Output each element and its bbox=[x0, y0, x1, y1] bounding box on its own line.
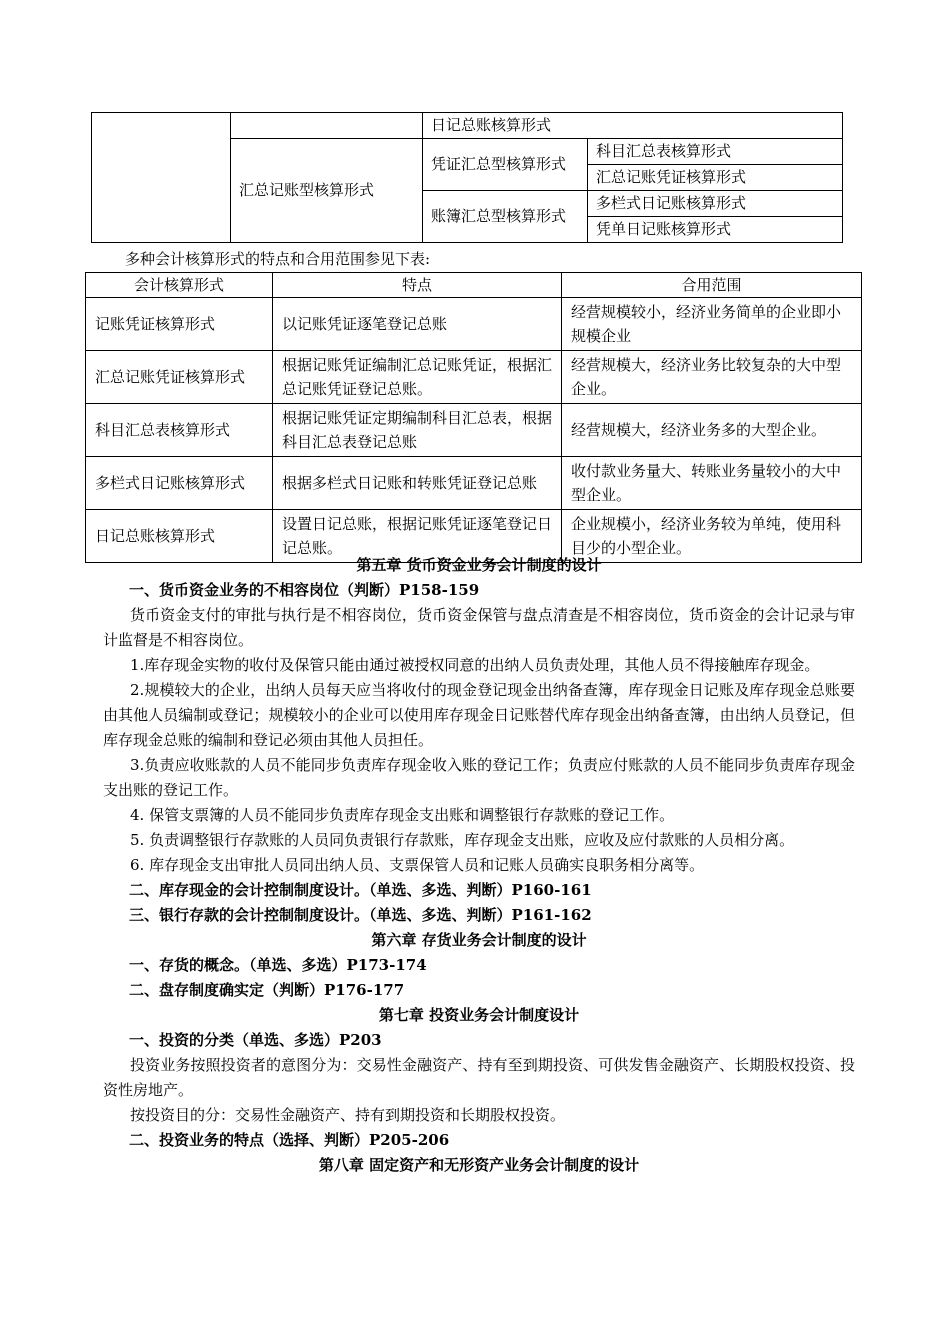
section-heading: 一、投资的分类（单选、多选）P203 bbox=[129, 1031, 382, 1049]
section-heading: 三、银行存款的会计控制制度设计。（单选、多选、判断）P161-162 bbox=[129, 906, 592, 924]
column-header: 合用范围 bbox=[562, 273, 862, 298]
section-heading: 一、存货的概念。（单选、多选）P173-174 bbox=[129, 956, 427, 974]
table-cell: 凭单日记账核算形式 bbox=[588, 217, 843, 243]
paragraph: 6. 库存现金支出审批人员同出纳人员、支票保管人员和记账人员确实良职务相分离等。 bbox=[130, 856, 705, 874]
table-cell: 科目汇总表核算形式 bbox=[86, 404, 273, 457]
paragraph: 4. 保管支票簿的人员不能同步负责库存现金支出账和调整银行存款账的登记工作。 bbox=[130, 806, 675, 824]
chapter-title: 第八章 固定资产和无形资产业务会计制度的设计 bbox=[318, 1156, 640, 1174]
table-cell: 经营规模大，经济业务比较复杂的大中型企业。 bbox=[562, 351, 862, 404]
paragraph: 按投资目的分：交易性金融资产、持有到期投资和长期股权投资。 bbox=[130, 1106, 566, 1124]
paragraph: 1.库存现金实物的收付及保管只能由通过被授权同意的出纳人员负责处理，其他人员不得接触库存现金。 bbox=[130, 656, 820, 674]
table-cell: 日记总账核算形式 bbox=[86, 510, 273, 563]
section-heading: 二、盘存制度确实定（判断）P176-177 bbox=[129, 981, 405, 999]
table-cell: 经营规模较小，经济业务简单的企业即小规模企业 bbox=[562, 298, 862, 351]
table-cell: 经营规模大，经济业务多的大型企业。 bbox=[562, 404, 862, 457]
table-cell: 多栏式日记账核算形式 bbox=[588, 191, 843, 217]
table-cell: 凭证汇总型核算形式 bbox=[423, 139, 588, 191]
table-cell: 以记账凭证逐笔登记总账 bbox=[273, 298, 562, 351]
empty-cell bbox=[231, 113, 423, 139]
paragraph: 货币资金支付的审批与执行是不相容岗位，货币资金保管与盘点清查是不相容岗位，货币资金的会计记录与审计监督是不相容岗位。 bbox=[103, 606, 855, 649]
paragraph: 投资业务按照投资者的意图分为：交易性金融资产、持有至到期投资、可供发售金融资产、长期股权投资、投资性房地产。 bbox=[103, 1056, 855, 1099]
paragraph: 3.负责应收账款的人员不能同步负责库存现金收入账的登记工作；负责应付账款的人员不能同步负责库存现金支出账的登记工作。 bbox=[103, 756, 855, 799]
section-heading: 二、库存现金的会计控制制度设计。（单选、多选、判断）P160-161 bbox=[129, 881, 592, 899]
section-heading: 一、货币资金业务的不相容岗位（判断）P158-159 bbox=[129, 581, 480, 599]
table-cell: 根据记账凭证定期编制科目汇总表，根据科目汇总表登记总账 bbox=[273, 404, 562, 457]
accounting-forms-comparison-table bbox=[85, 272, 862, 563]
table-row bbox=[86, 298, 862, 351]
table-cell: 日记总账核算形式 bbox=[423, 113, 843, 139]
chapter-title: 第五章 货币资金业务会计制度的设计 bbox=[356, 556, 602, 574]
table-row bbox=[86, 457, 862, 510]
chapter-title: 第七章 投资业务会计制度设计 bbox=[378, 1006, 580, 1024]
table-cell: 设置日记总账，根据记账凭证逐笔登记日记总账。 bbox=[273, 510, 562, 563]
table-row bbox=[86, 404, 862, 457]
section-heading: 二、投资业务的特点（选择、判断）P205-206 bbox=[129, 1131, 450, 1149]
table-cell: 根据多栏式日记账和转账凭证登记总账 bbox=[273, 457, 562, 510]
table-cell: 汇总记账凭证核算形式 bbox=[588, 165, 843, 191]
table-cell: 根据记账凭证编制汇总记账凭证，根据汇总记账凭证登记总账。 bbox=[273, 351, 562, 404]
table-cell: 汇总记账凭证核算形式 bbox=[86, 351, 273, 404]
chapter-title: 第六章 存货业务会计制度的设计 bbox=[371, 931, 587, 949]
paragraph: 5. 负责调整银行存款账的人员同负责银行存款账，库存现金支出账，应收及应付款账的人员相分离。 bbox=[130, 831, 795, 849]
table-cell: 企业规模小，经济业务较为单纯，使用科目少的小型企业。 bbox=[562, 510, 862, 563]
document-body bbox=[103, 553, 855, 1178]
column-header: 特点 bbox=[273, 273, 562, 298]
table-cell: 多栏式日记账核算形式 bbox=[86, 457, 273, 510]
table-cell: 收付款业务量大、转账业务量较小的大中型企业。 bbox=[562, 457, 862, 510]
table-cell: 记账凭证核算形式 bbox=[86, 298, 273, 351]
table-cell: 账簿汇总型核算形式 bbox=[423, 191, 588, 243]
paragraph: 2.规模较大的企业，出纳人员每天应当将收付的现金登记现金出纳备查簿，库存现金日记账及库存现金总账要由其他人员编制或登记；规模较小的企业可以使用库存现金日记账替代库存现金出纳备查簿，由出纳人员登记，但库存现金总账的编制和登记必须由其他人员担任。 bbox=[103, 681, 855, 749]
table-row bbox=[86, 351, 862, 404]
table-cell: 科目汇总表核算形式 bbox=[588, 139, 843, 165]
empty-cell bbox=[92, 113, 231, 243]
accounting-forms-classification-table bbox=[91, 112, 843, 243]
column-header: 会计核算形式 bbox=[86, 273, 273, 298]
table-cell: 汇总记账型核算形式 bbox=[231, 139, 423, 243]
table-intro: 多种会计核算形式的特点和合用范围参见下表: bbox=[125, 250, 431, 268]
